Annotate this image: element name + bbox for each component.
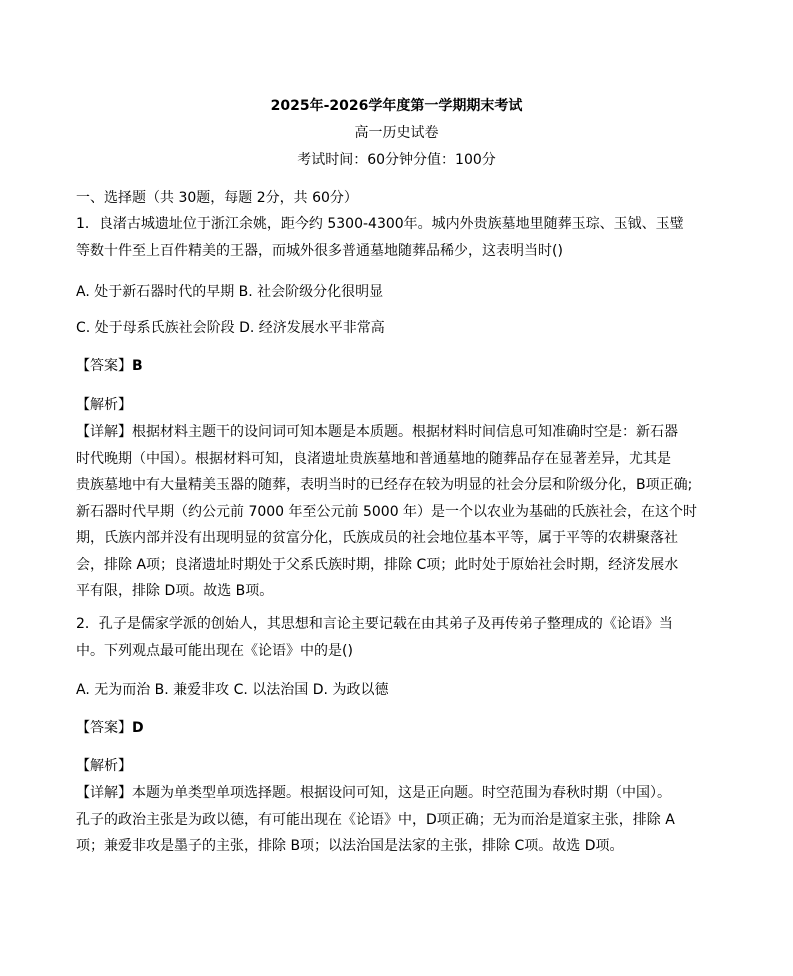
detail-line: 时代晚期（中国）。根据材料可知，良渚遗址贵族墓地和普通墓地的随葬品存在显著差异，尤其是 xyxy=(76,450,671,467)
question-1-stem xyxy=(76,211,686,264)
question-1-detail xyxy=(76,419,698,605)
answer-label: 【答案】 xyxy=(76,720,132,736)
answer-value: B xyxy=(132,358,143,374)
question-1-analysis-label: 【解析】 xyxy=(76,397,132,413)
question-2-stem xyxy=(76,611,686,664)
question-1-stem-line: 等数十件至上百件精美的王器，而城外很多普通墓地随葬品稀少，这表明当时() xyxy=(76,242,563,259)
detail-line: 【详解】本题为单类型单项选择题。根据设问可知，这是正向题。时空范围为春秋时期（中国）。 xyxy=(76,785,671,801)
question-2-options-line: A. 无为而治 B. 兼爱非攻 C. 以法治国 D. 为政以德 xyxy=(76,682,389,698)
detail-line: 项；兼爱非攻是墨子的主张，排除 B项；以法治国是法家的主张，排除 C项。故选 D项。 xyxy=(76,838,624,854)
section-heading: 一、选择题（共 30题，每题 2分，共 60分） xyxy=(76,190,358,206)
detail-line: 会，排除 A项；良渚遗址时期处于父系氏族时期，排除 C项；此时处于原始社会时期，经济发展水 xyxy=(76,556,679,573)
question-2-answer xyxy=(76,718,144,738)
question-2-stem-line: 2．孔子是儒家学派的创始人，其思想和言论主要记载在由其弟子及再传弟子整理成的《论语》当 xyxy=(76,616,673,632)
exam-info: 考试时间：60分钟分值：100分 xyxy=(297,152,496,168)
question-1-options-line: A. 处于新石器时代的早期 B. 社会阶级分化很明显 xyxy=(76,284,384,300)
detail-line: 期，氏族内部并没有出现明显的贫富分化，氏族成员的社会地位基本平等，属于平等的农耕聚落社 xyxy=(76,530,678,546)
question-1-answer xyxy=(76,356,143,376)
exam-subtitle: 高一历史试卷 xyxy=(354,125,439,141)
question-2-detail xyxy=(76,780,686,860)
question-2-stem-line: 中。下列观点最可能出现在《论语》中的是() xyxy=(76,642,353,659)
question-2-analysis-label: 【解析】 xyxy=(76,758,132,774)
detail-line: 新石器时代早期（约公元前 7000 年至公元前 5000 年）是一个以农业为基础的氏族社会，在这个时 xyxy=(76,503,698,520)
detail-line: 贵族墓地中有大量精美玉器的随葬，表明当时的已经存在较为明显的社会分层和阶级分化，B项正确; xyxy=(76,477,693,493)
detail-line: 孔子的政治主张是为政以德，有可能出现在《论语》中，D项正确；无为而治是道家主张，排除 A xyxy=(76,811,675,828)
detail-line: 平有限，排除 D项。故选 B项。 xyxy=(76,583,274,599)
answer-label: 【答案】 xyxy=(76,358,132,374)
question-1-options-line: C. 处于母系氏族社会阶段 D. 经济发展水平非常高 xyxy=(76,320,385,336)
exam-title: 2025年-2026学年度第一学期期末考试 xyxy=(270,98,523,114)
question-1-stem-line: 1．良渚古城遗址位于浙江余姚，距今约 5300-4300年。城内外贵族墓地里随葬玉琮、玉钺、玉璧 xyxy=(76,216,684,232)
answer-value: D xyxy=(132,720,144,736)
detail-line: 【详解】根据材料主题干的设问词可知本题是本质题。根据材料时间信息可知准确时空是：新石器 xyxy=(76,424,678,440)
